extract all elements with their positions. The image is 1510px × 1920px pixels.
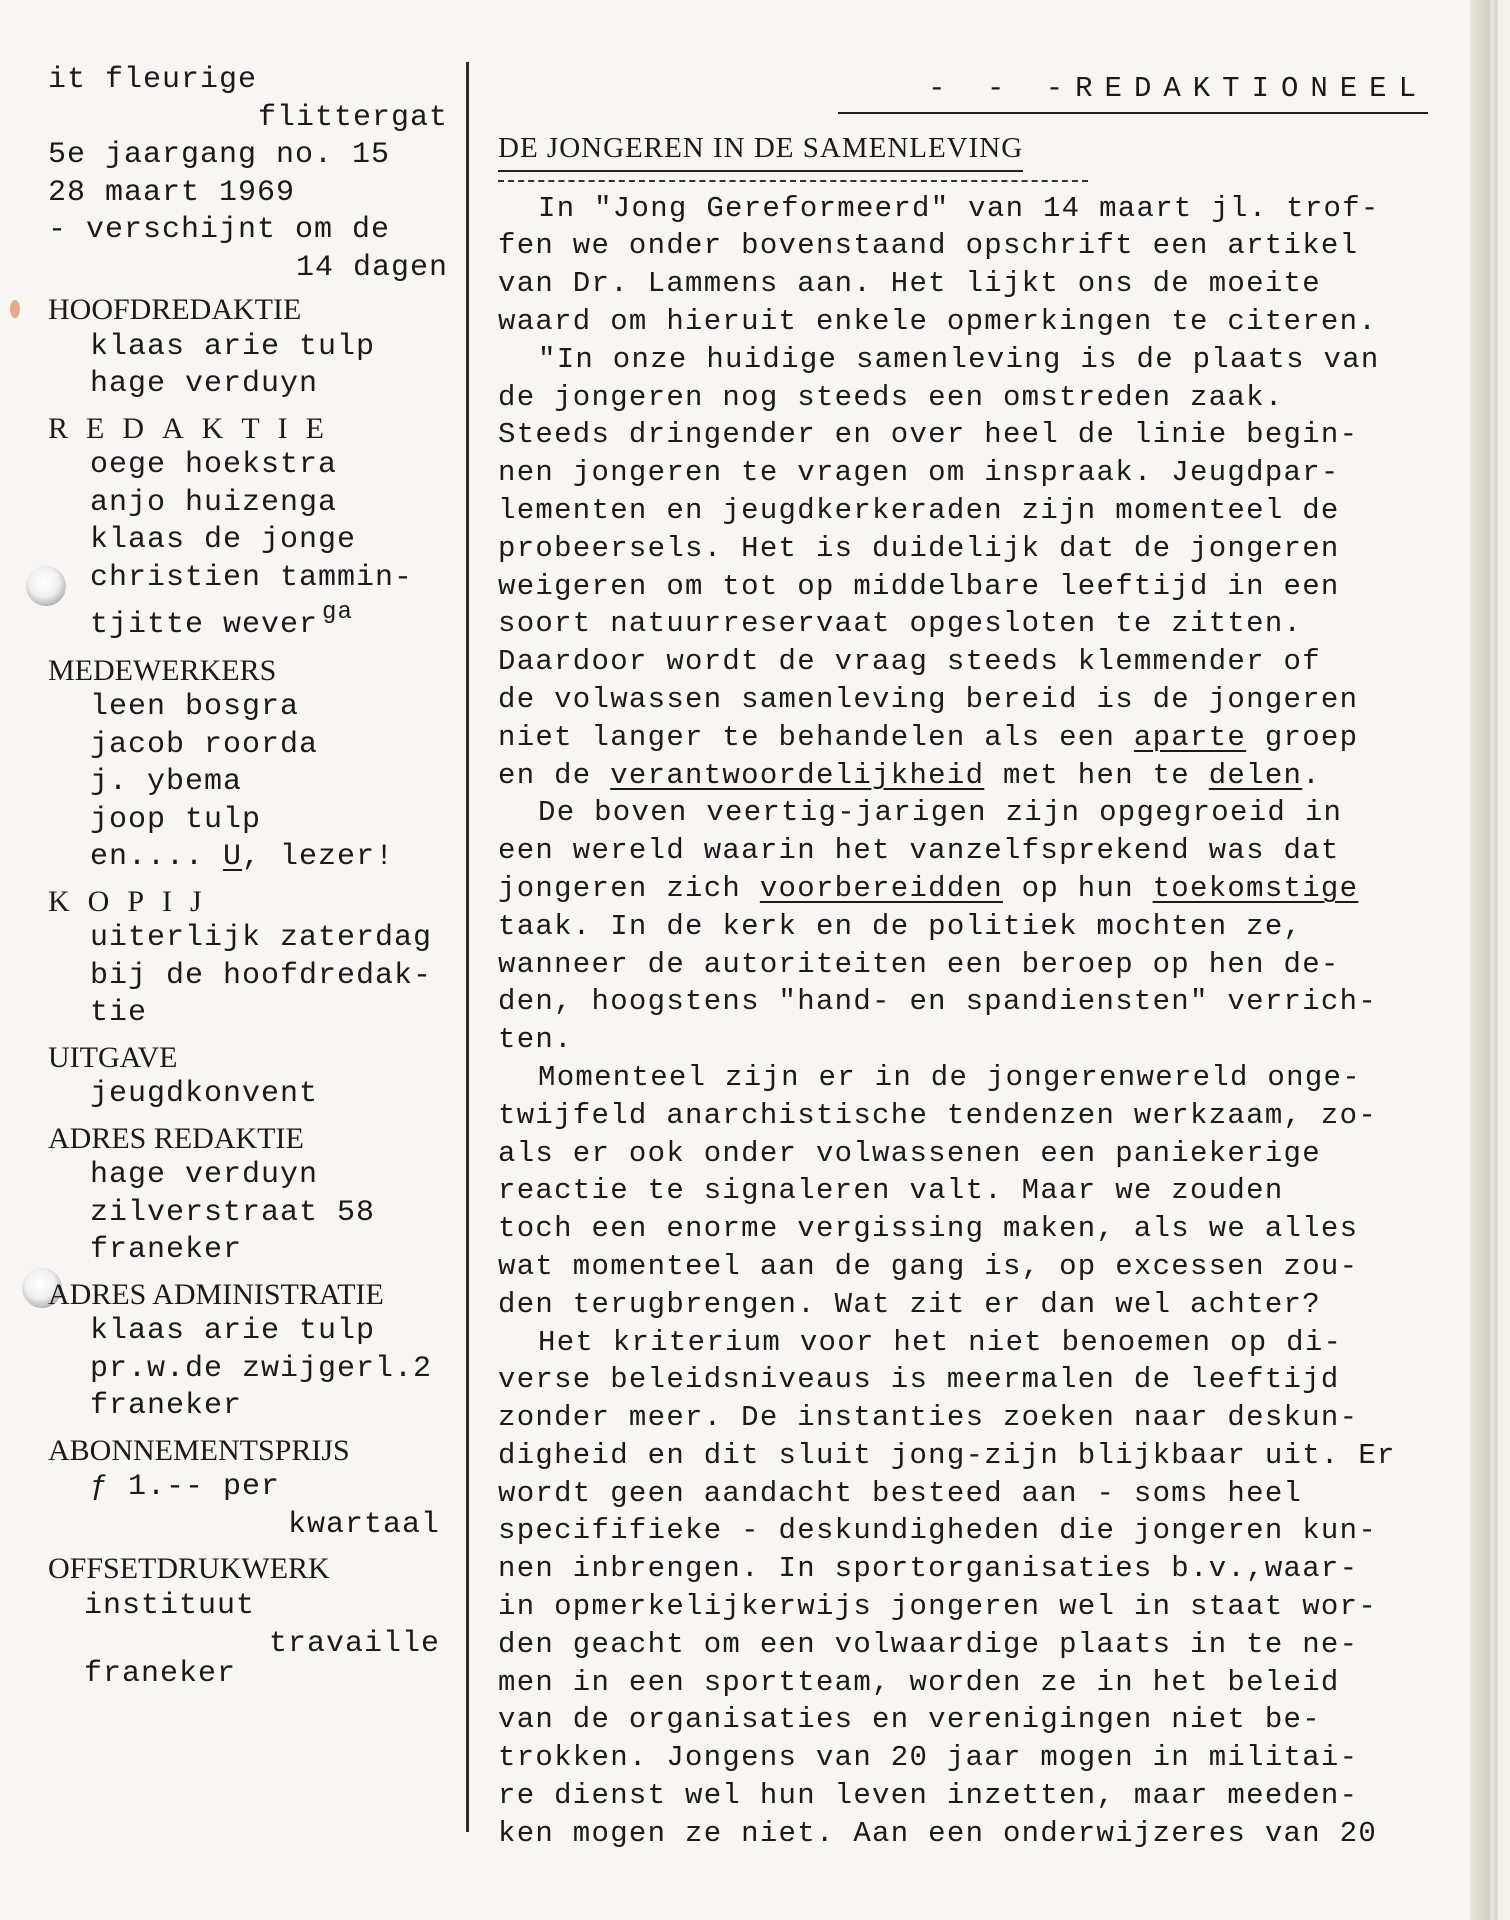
colophon-heading: OFFSETDRUKWERK	[48, 1552, 330, 1585]
colophon-adres-redaktie	[48, 1120, 448, 1270]
text-line: den, hoogstens "hand- en spandiensten" verrich-	[498, 985, 1378, 1019]
colophon-hoofdredaktie	[48, 291, 448, 404]
masthead-frequency-line2: 14 dagen	[295, 250, 448, 285]
text-line: taak. In de kerk en de politiek mochten ze,	[498, 909, 1303, 943]
text-line: twijfeld anarchistische tendenzen werkzaam, zo-	[498, 1098, 1378, 1132]
text-span: jongeren zich	[498, 871, 760, 905]
colophon-line: franeker	[90, 1233, 243, 1267]
colophon-column	[48, 62, 448, 1695]
colophon-name: klaas de jonge	[90, 523, 357, 557]
text-span: niet langer te behandelen als een	[498, 720, 1134, 754]
colophon-heading: KOPIJ	[48, 884, 220, 918]
reader-prefix: en....	[90, 840, 224, 874]
colophon-line: franeker	[90, 1389, 243, 1423]
colophon-line: kwartaal	[287, 1507, 440, 1542]
text-span: met hen te	[984, 758, 1209, 792]
article-column	[498, 70, 1448, 1853]
colophon-line: travaille	[268, 1627, 440, 1661]
text-span: en de	[498, 758, 611, 792]
text-line: den terugbrengen. Wat zit er dan wel achter?	[498, 1287, 1321, 1321]
masthead-frequency-line1: - verschijnt om de	[48, 213, 391, 247]
colophon-line: tie	[90, 996, 148, 1030]
reader-line	[48, 839, 448, 877]
text-line: nen inbrengen. In sportorganisaties b.v.,waar-	[498, 1552, 1359, 1586]
text-line: In "Jong Gereformeerd" van 14 maart jl. trof-	[538, 191, 1380, 225]
colophon-abonnementsprijs	[48, 1432, 448, 1545]
reader-u: U	[223, 840, 243, 874]
section-label: - - -REDAKTIONEEL	[838, 70, 1428, 114]
colophon-line: zilverstraat 58	[90, 1195, 376, 1230]
colophon-name: oege hoekstra	[90, 448, 338, 482]
colophon-name: j. ybema	[90, 765, 243, 799]
masthead-title-line1: it fleurige	[48, 63, 258, 97]
underlined-word: delen	[1208, 758, 1303, 792]
text-line: toch een enorme vergissing maken, als we alles	[498, 1212, 1359, 1246]
text-line: van Dr. Lammens aan. Het lijkt ons de moeite	[498, 267, 1321, 301]
colophon-heading: ADRES ADMINISTRATIE	[48, 1277, 384, 1311]
colophon-name: joop tulp	[90, 802, 262, 837]
text-line: men in een sportteam, worden ze in het beleid	[498, 1665, 1340, 1699]
underlined-word: verantwoordelijkheid	[610, 758, 985, 792]
reader-suffix: , lezer!	[242, 840, 395, 874]
text-line: een wereld waarin het vanzelfsprekend was dat	[498, 834, 1340, 868]
colophon-line: instituut	[84, 1588, 256, 1623]
text-line: re dienst wel hun leven inzetten, maar meeden-	[498, 1779, 1359, 1813]
text-line: weigeren om tot op middelbare leeftijd in een	[498, 569, 1340, 603]
colophon-offsetdrukwerk	[48, 1550, 448, 1689]
text-line: den geacht om een volwaardige plaats in te ne-	[498, 1627, 1359, 1661]
article-body	[498, 190, 1448, 1853]
colophon-name: anjo huizenga	[90, 485, 338, 520]
stain-mark	[10, 300, 20, 318]
masthead-date: 28 maart 1969	[48, 175, 296, 210]
underlined-word: toekomstige	[1152, 871, 1359, 905]
colophon-line: hage verduyn	[90, 1158, 319, 1192]
text-line	[498, 757, 1448, 795]
text-line: de volwassen samenleving bereid is de jongeren	[498, 682, 1359, 716]
colophon-heading: HOOFDREDAKTIE	[48, 293, 302, 326]
colophon-name: christien tammin-	[90, 560, 414, 595]
text-line: ken mogen ze niet. Aan een onderwijzeres van 20	[498, 1816, 1378, 1850]
text-line: digheid en dit sluit jong-zijn blijkbaar uit. Er	[498, 1438, 1396, 1472]
text-line: "In onze huidige samenleving is de plaats van	[538, 342, 1380, 376]
text-line: verse beleidsniveaus is meermalen de leeftijd	[498, 1363, 1340, 1397]
colophon-name: tjitte wever	[90, 608, 319, 642]
masthead-issue: 5e jaargang no. 15	[48, 138, 391, 172]
colophon-heading: MEDEWERKERS	[48, 653, 277, 687]
text-line: Steeds dringender en over heel de linie begin-	[498, 418, 1359, 452]
colophon-medewerkers	[48, 652, 448, 877]
text-line: waard om hieruit enkele opmerkingen te citeren.	[498, 304, 1378, 338]
text-span: groep	[1246, 720, 1359, 754]
text-line: als er ook onder volwassenen een paniekerige	[498, 1136, 1321, 1170]
text-line: reactie te signaleren valt. Maar we zouden	[498, 1174, 1284, 1208]
text-line	[498, 870, 1448, 908]
text-line: in opmerkelijkerwijs jongeren wel in staat wor-	[498, 1590, 1378, 1624]
text-line: trokken. Jongens van 20 jaar mogen in militai-	[498, 1741, 1359, 1775]
colophon-redaktie	[48, 410, 448, 646]
colophon-heading: REDAKTIE	[48, 411, 342, 445]
colophon-heading: UITGAVE	[48, 1040, 178, 1074]
text-line: fen we onder bovenstaand opschrift een artikel	[498, 229, 1359, 263]
colophon-adres-administratie	[48, 1276, 448, 1426]
text-line: lementen en jeugdkerkeraden zijn momenteel de	[498, 493, 1340, 527]
colophon-heading: ABONNEMENTSPRIJS	[48, 1433, 350, 1467]
article-headline: DE JONGEREN IN DE SAMENLEVING	[498, 130, 1023, 172]
headline-dashes	[498, 180, 1088, 182]
colophon-line: pr.w.de zwijgerl.2	[90, 1351, 433, 1386]
hyphen-tail: ga	[322, 599, 353, 626]
text-line: de jongeren nog steeds een omstreden zaak.	[498, 380, 1284, 414]
text-line: nen jongeren te vragen om inspraak. Jeugdpar-	[498, 456, 1340, 490]
text-line: soort natuurreservaat opgesloten te zitten.	[498, 607, 1303, 641]
masthead	[48, 62, 448, 287]
colophon-uitgave	[48, 1039, 448, 1114]
colophon-line: klaas arie tulp	[90, 1314, 376, 1348]
text-line: Het kriterium voor het niet benoemen op di-	[538, 1325, 1343, 1359]
text-line: De boven veertig-jarigen zijn opgegroeid in	[538, 796, 1343, 830]
text-line: van de organisaties en verenigingen niet be-	[498, 1703, 1321, 1737]
colophon-line: ƒ 1.-- per	[90, 1470, 281, 1504]
underlined-word: voorbereidden	[759, 871, 1003, 905]
text-span: op hun	[1002, 871, 1153, 905]
colophon-line: franeker	[84, 1657, 237, 1691]
colophon-line: bij de hoofdredak-	[90, 958, 433, 993]
paper-edge	[1470, 0, 1490, 1920]
text-line: wordt geen aandacht besteed aan - soms heel	[498, 1476, 1303, 1510]
text-line: wanneer de autoriteiten een beroep op hen de-	[498, 947, 1340, 981]
column-divider	[466, 62, 469, 1832]
text-span: .	[1302, 758, 1321, 792]
text-line: zonder meer. De instanties zoeken naar deskun-	[498, 1401, 1359, 1435]
underlined-word: aparte	[1133, 720, 1247, 754]
text-line	[498, 719, 1448, 757]
text-line: specififieke - deskundigheden die jongeren kun-	[498, 1514, 1378, 1548]
colophon-kopij	[48, 883, 448, 1033]
text-line: wat momenteel aan de gang is, op excessen zou-	[498, 1249, 1359, 1283]
text-line: Daardoor wordt de vraag steeds klemmender of	[498, 645, 1321, 679]
colophon-name: klaas arie tulp	[90, 329, 376, 364]
text-line: Momenteel zijn er in de jongerenwereld onge-	[538, 1060, 1361, 1094]
colophon-line: jeugdkonvent	[90, 1077, 319, 1111]
colophon-line: uiterlijk zaterdag	[90, 921, 433, 955]
colophon-name: jacob roorda	[90, 727, 319, 762]
colophon-name: hage verduyn	[90, 367, 319, 401]
masthead-title-line2: flittergat	[257, 100, 448, 135]
colophon-heading: ADRES REDAKTIE	[48, 1121, 304, 1155]
text-line: probeersels. Het is duidelijk dat de jongeren	[498, 531, 1340, 565]
text-line: ten.	[498, 1023, 573, 1057]
colophon-name: leen bosgra	[90, 690, 300, 724]
